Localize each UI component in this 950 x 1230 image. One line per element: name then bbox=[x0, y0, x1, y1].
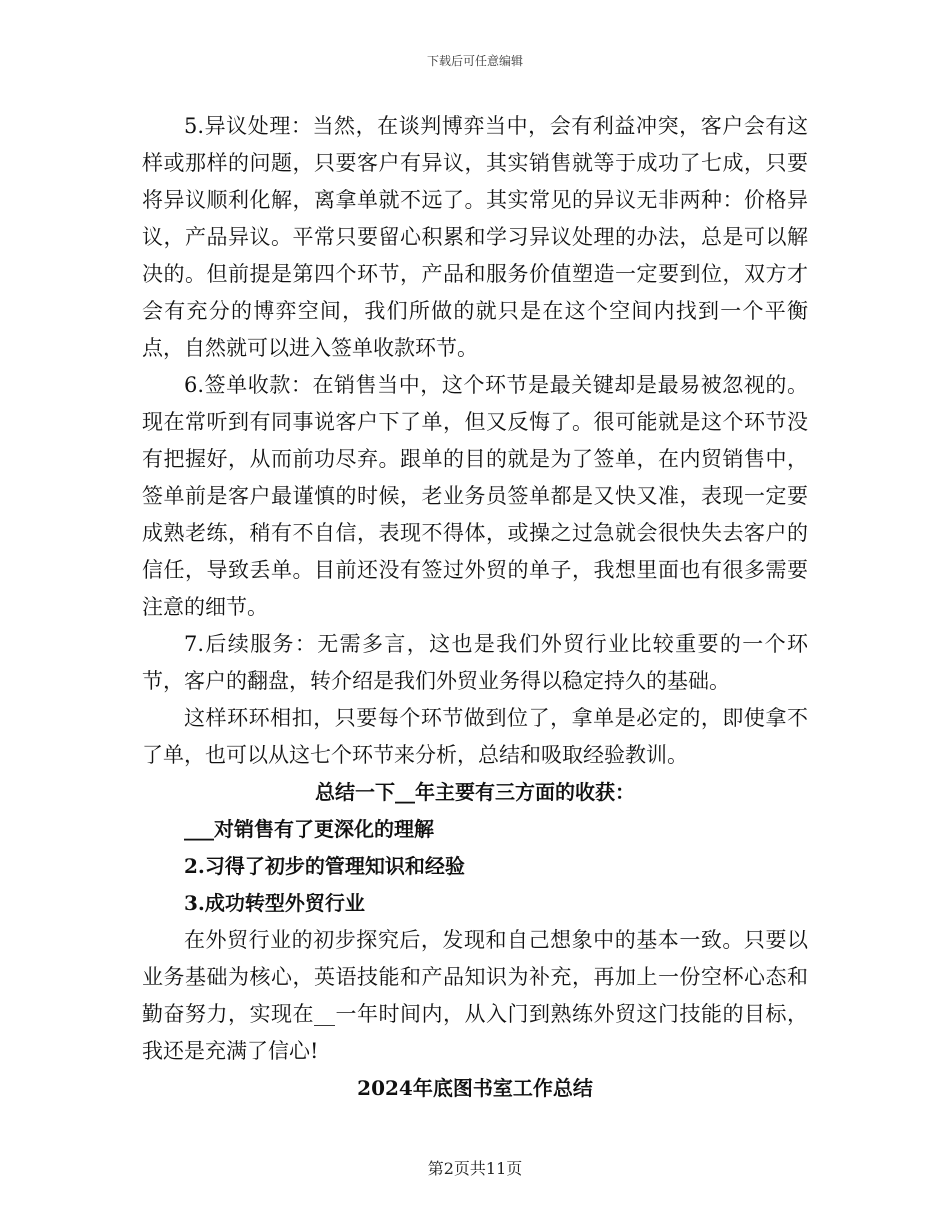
paragraph-summary-closing: 在外贸行业的初步探究后，发现和自己想象中的基本一致。只要以业务基础为核心，英语技能和产品知识为补充，再加上一份空杯心态和勤奋努力，实现在__一年时间内，从入门到熟练外贸这门技能的目标，我还是充满了信心! bbox=[142, 928, 808, 1063]
summary-item-3: 3.成功转型外贸行业 bbox=[184, 891, 365, 915]
paragraph-objection-handling: 5.异议处理：当然，在谈判博弈当中，会有利益冲突，客户会有这样或那样的问题，只要客户有异议，其实销售就等于成功了七成，只要将异议顺利化解，离拿单就不远了。其实常见的异议无非两种：价格异议，产品异议。平常只要留心积累和学习异议处理的办法，总是可以解决的。但前提是第四个环节，产品和服务价值塑造一定要到位，双方才会有充分的博弈空间，我们所做的就只是在这个空间内找到一个平衡点，自然就可以进入签单收款环节。 bbox=[142, 114, 808, 360]
paragraph-signing-payment: 6.签单收款：在销售当中，这个环节是最关键却是最易被忽视的。现在常听到有同事说客户下了单，但又反悔了。很可能就是这个环节没有把握好，从而前功尽弃。跟单的目的就是为了签单，在内贸销售中，签单前是客户最谨慎的时候，老业务员签单都是又快又准，表现一定要成熟老练，稍有不自信，表现不得体，或操之过急就会很快失去客户的信任，导致丢单。目前还没有签过外贸的单子，我想里面也有很多需要注意的细节。 bbox=[142, 373, 808, 619]
next-section-title: 2024年底图书室工作总结 bbox=[357, 1076, 593, 1100]
summary-item-2: 2.习得了初步的管理知识和经验 bbox=[184, 854, 465, 878]
paragraph-after-service: 7.后续服务：无需多言，这也是我们外贸行业比较重要的一个环节，客户的翻盘，转介绍是我们外贸业务得以稳定持久的基础。 bbox=[142, 632, 808, 693]
summary-heading: 总结一下__年主要有三方面的收获： bbox=[315, 780, 635, 804]
page-number: 第2页共11页 bbox=[427, 1159, 523, 1178]
header-note: 下载后可任意编辑 bbox=[426, 54, 523, 68]
document-body bbox=[142, 108, 808, 1107]
summary-item-1: ___对销售有了更深化的理解 bbox=[184, 817, 434, 841]
paragraph-conclusion: 这样环环相扣，只要每个环节做到位了，拿单是必定的，即使拿不了单，也可以从这七个环节来分析，总结和吸取经验教训。 bbox=[142, 706, 808, 767]
